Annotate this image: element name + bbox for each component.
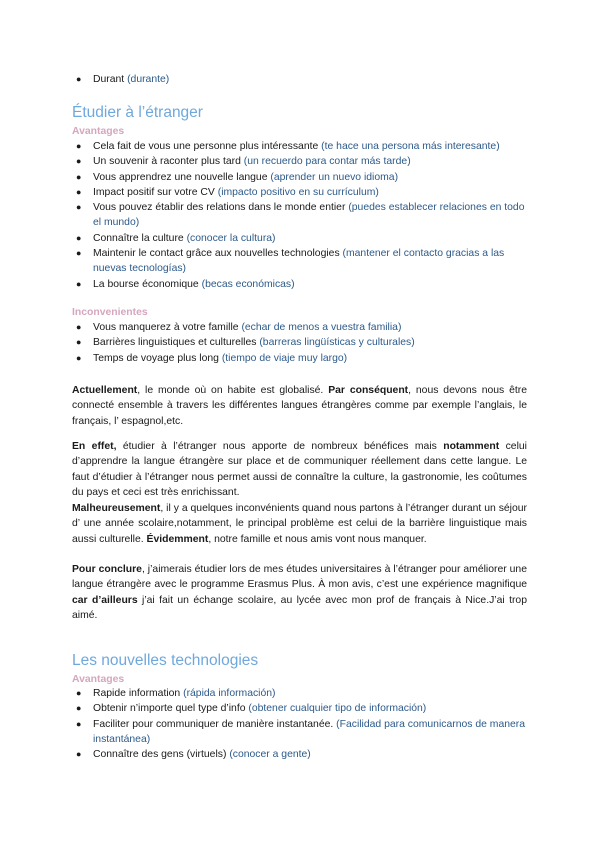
top-bullet-list [72, 72, 532, 87]
bullet-icon: ● [76, 202, 82, 213]
paragraph-text: , le monde où on habite est globalisé. [137, 385, 329, 396]
item-translation-es: (tiempo de viaje muy largo) [221, 352, 348, 364]
list-item [72, 231, 532, 246]
item-translation-es: (barreras lingüísticas y culturales) [259, 337, 415, 349]
bullet-icon: ● [76, 688, 82, 698]
item-text-fr: Impact positif sur votre CV [93, 186, 215, 198]
list-item [72, 717, 532, 748]
connector-keyword: Par conséquent [328, 385, 409, 396]
bullet-icon: ● [76, 352, 82, 363]
paragraph-text: , notre famille et nous amis vont nous manquer. [208, 533, 427, 545]
item-translation-es: (conocer a gente) [229, 749, 311, 761]
item-text-fr: La bourse économique [93, 278, 199, 290]
list-item [72, 320, 532, 335]
item-text-fr: Obtenir n’importe quel type d’info [93, 703, 246, 715]
list-item [72, 701, 532, 716]
bullet-icon: ● [76, 232, 82, 243]
item-translation-es: (te hace una persona más interesante) [321, 141, 500, 152]
bullet-icon: ● [76, 186, 82, 197]
bullet-icon: ● [76, 703, 82, 714]
connector-keyword: Actuellement [72, 385, 138, 396]
section-title-new-technologies: Les nouvelles technologies [72, 652, 259, 669]
essay-paragraph [72, 439, 527, 501]
item-translation-es: (aprender un nuevo idioma) [270, 171, 399, 183]
item-text-fr: Barrières linguistiques et culturelles [93, 337, 257, 349]
essay-paragraph [72, 562, 527, 624]
item-text-fr: Temps de voyage plus long [93, 352, 219, 364]
item-translation-es: (durante) [127, 74, 170, 85]
section-title-study-abroad: Étudier à l’étranger [72, 104, 203, 121]
list-item [72, 335, 532, 350]
paragraph-text: celui d’apprendre la langue étrangère sur place et de communiquer réellement dans cette langue. Le faut d’étudier à l’étranger nous permet aussi de connaître la culture, la gastronomie, les coûtumes du pays et ceci est très enrichissant. [72, 441, 527, 499]
paragraph-text: , nous devons nous être connecté ensemble à travers les différentes langues étrangères comme par exemple l’anglais, le français, l’ espagnol,etc. [72, 385, 528, 427]
advantages-heading: Avantages [72, 126, 125, 137]
item-translation-es: (obtener cualquier tipo de información) [248, 703, 427, 715]
bullet-icon: ● [76, 141, 82, 151]
list-item [72, 200, 532, 231]
bullet-icon: ● [76, 749, 82, 760]
connector-keyword: Évidemment [146, 533, 209, 545]
bullet-icon: ● [76, 248, 82, 259]
list-item [72, 139, 532, 154]
list-item [72, 185, 532, 200]
paragraph-text: j’ai fait un échange scolaire, au lycée avec mon prof de français à Nice.J’ai trop aimé. [72, 594, 527, 622]
bullet-icon: ● [76, 74, 82, 84]
item-text-fr: Vous apprendrez une nouvelle langue [93, 171, 268, 183]
advantages-list [72, 139, 532, 292]
tech-advantages-list [72, 686, 532, 762]
connector-keyword: car d’ailleurs [72, 594, 138, 606]
connector-keyword: En effet, [72, 441, 117, 452]
list-item [72, 277, 532, 292]
list-item [72, 351, 532, 366]
connector-keyword: notamment [443, 441, 500, 452]
item-translation-es: (mantener el contacto gracias a las nuevas tecnologías) [93, 248, 505, 275]
essay-paragraph [72, 383, 527, 429]
item-translation-es: (Facilidad para comunicarnos de manera instantánea) [93, 718, 526, 745]
bullet-icon: ● [76, 278, 82, 289]
item-text-fr: Maintenir le contact grâce aux nouvelles technologies [93, 248, 340, 260]
item-text-fr: Vous manquerez à votre famille [93, 322, 239, 333]
list-item [72, 170, 532, 185]
item-translation-es: (puedes establecer relaciones en todo el mundo) [93, 202, 525, 229]
item-text-fr: Connaître des gens (virtuels) [93, 749, 227, 761]
item-text-fr: Vous pouvez établir des relations dans le monde entier [93, 202, 346, 214]
item-text-fr: Durant [93, 74, 125, 85]
item-text-fr: Cela fait de vous une personne plus intéressante [93, 141, 319, 152]
paragraph-text: , j’aimerais étudier lors de mes études universitaires à l’étranger pour améliorer une langue étrangère avec le programme Erasmus Plus. À mon avis, c’est une expérience magnifique [72, 564, 527, 591]
item-translation-es: (un recuerdo para contar más tarde) [243, 156, 411, 168]
item-translation-es: (conocer la cultura) [186, 232, 276, 244]
item-text-fr: Faciliter pour communiquer de manière instantanée. [93, 718, 334, 730]
bullet-icon: ● [76, 322, 82, 332]
bullet-icon: ● [76, 337, 82, 348]
list-item [72, 154, 532, 169]
item-translation-es: (echar de menos a vuestra familia) [241, 322, 402, 333]
item-text-fr: Rapide information [93, 688, 181, 699]
item-translation-es: (impacto positivo en su currículum) [217, 186, 379, 198]
connector-keyword: Malheureusement [72, 503, 161, 514]
disadvantages-heading: Inconvenientes [72, 307, 148, 318]
list-item [72, 72, 532, 87]
bullet-icon: ● [76, 718, 82, 729]
paragraph-text: , il y a quelques inconvénients quand nous partons à l’étranger durant un séjour d’ une année scolaire,notamment, le principal problème est celui de la barrière linguistique mais aussi culturelle. [72, 503, 527, 545]
item-translation-es: (rápida información) [183, 688, 276, 699]
essay-paragraph [72, 501, 527, 547]
list-item [72, 246, 532, 277]
paragraph-text: étudier à l’étranger nous apporte de nombreux bénéfices mais [116, 441, 444, 452]
bullet-icon: ● [76, 171, 82, 182]
bullet-icon: ● [76, 156, 82, 167]
list-item [72, 747, 532, 762]
list-item [72, 686, 532, 701]
advantages-heading: Avantages [72, 674, 125, 685]
connector-keyword: Pour conclure [72, 564, 142, 575]
item-text-fr: Un souvenir à raconter plus tard [93, 156, 241, 168]
disadvantages-list [72, 320, 532, 366]
item-text-fr: Connaître la culture [93, 232, 184, 244]
item-translation-es: (becas económicas) [201, 278, 295, 290]
